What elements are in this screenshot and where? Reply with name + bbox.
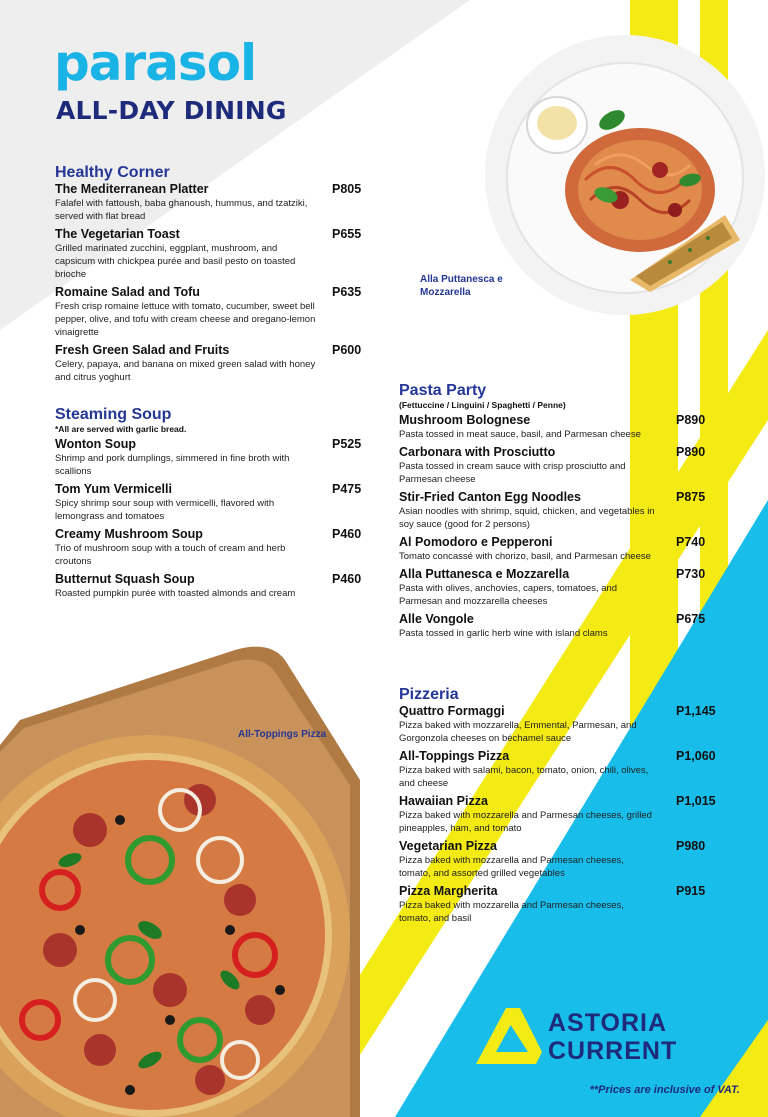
item-description: Pizza baked with mozzarella and Parmesan cheeses, tomato, and assorted grilled vegetables bbox=[399, 855, 624, 879]
item-name: Romaine Salad and Tofu bbox=[55, 285, 200, 299]
menu-item bbox=[55, 482, 375, 523]
menu-item bbox=[55, 227, 375, 281]
vat-note: **Prices are inclusive of VAT. bbox=[589, 1084, 740, 1096]
item-name: Alla Puttanesca e Mozzarella bbox=[399, 567, 570, 581]
item-price: P525 bbox=[332, 437, 362, 451]
menu-item bbox=[55, 285, 375, 339]
brand-wordmark: parasol bbox=[54, 34, 257, 92]
item-description: Pizza baked with salami, bacon, tomato, onion, chili, olives, and cheese bbox=[399, 765, 649, 789]
item-price: P600 bbox=[332, 343, 362, 357]
item-name: Quattro Formaggi bbox=[399, 704, 505, 718]
item-price: P915 bbox=[676, 884, 706, 898]
menu-item bbox=[399, 445, 729, 486]
item-description: Pizza baked with mozzarella and Parmesan cheeses, tomato, and basil bbox=[399, 900, 624, 924]
item-price: P475 bbox=[332, 482, 362, 496]
item-price: P1,060 bbox=[676, 749, 716, 763]
item-description: Trio of mushroom soup with a touch of cream and herb croutons bbox=[55, 543, 286, 567]
item-name: Wonton Soup bbox=[55, 437, 136, 451]
item-price: P655 bbox=[332, 227, 362, 241]
item-price: P675 bbox=[676, 612, 706, 626]
menu-item bbox=[399, 413, 729, 441]
item-name: The Vegetarian Toast bbox=[55, 227, 180, 241]
astoria-logo-icon bbox=[476, 1008, 542, 1064]
item-price: P635 bbox=[332, 285, 362, 299]
menu-item bbox=[55, 572, 375, 600]
pasta-plate-image bbox=[485, 35, 765, 315]
item-price: P1,015 bbox=[676, 794, 716, 808]
menu-item bbox=[399, 794, 729, 835]
item-name: Creamy Mushroom Soup bbox=[55, 527, 203, 541]
astoria-current-logo bbox=[476, 1008, 716, 1068]
menu-item bbox=[399, 704, 729, 745]
item-price: P460 bbox=[332, 527, 362, 541]
astoria-logo-line2: CURRENT bbox=[548, 1037, 678, 1065]
item-price: P980 bbox=[676, 839, 706, 853]
item-name: Al Pomodoro e Pepperoni bbox=[399, 535, 553, 549]
item-description: Shrimp and pork dumplings, simmered in fine broth with scallions bbox=[55, 453, 290, 477]
item-description: Pizza baked with mozzarella and Parmesan cheeses, grilled pineapples, ham, and tomato bbox=[399, 810, 652, 834]
menu-item bbox=[55, 182, 375, 223]
item-name: Hawaiian Pizza bbox=[399, 794, 488, 808]
item-name: Alle Vongole bbox=[399, 612, 474, 626]
item-price: P890 bbox=[676, 413, 706, 427]
section-pasta-party bbox=[399, 381, 729, 644]
item-name: Stir-Fried Canton Egg Noodles bbox=[399, 490, 581, 504]
item-name: The Mediterranean Platter bbox=[55, 182, 209, 196]
item-description: Grilled marinated zucchini, eggplant, mushroom, and capsicum with chickpea purée and basil pesto on toasted brioche bbox=[55, 243, 296, 280]
caption-pizza: All-Toppings Pizza bbox=[238, 729, 327, 740]
menu-item bbox=[399, 612, 729, 640]
item-description: Pizza baked with mozzarella, Emmental, Parmesan, and Gorgonzola cheeses on béchamel sauce bbox=[399, 720, 637, 744]
menu-item bbox=[399, 535, 729, 563]
menu-item bbox=[399, 884, 729, 925]
item-price: P1,145 bbox=[676, 704, 716, 718]
caption-puttanesca: Alla Puttanesca e Mozzarella bbox=[420, 274, 503, 298]
section-pizzeria bbox=[399, 685, 729, 929]
item-description: Tomato concassé with chorizo, basil, and Parmesan cheese bbox=[399, 551, 651, 562]
section-note: *All are served with garlic bread. bbox=[55, 424, 187, 434]
item-price: P730 bbox=[676, 567, 706, 581]
item-name: Butternut Squash Soup bbox=[55, 572, 195, 586]
item-description: Pasta tossed in meat sauce, basil, and Parmesan cheese bbox=[399, 429, 641, 440]
menu-item bbox=[399, 839, 729, 880]
menu-item bbox=[399, 749, 729, 790]
section-note: (Fettuccine / Linguini / Spaghetti / Penne) bbox=[399, 400, 566, 410]
menu-item bbox=[399, 567, 729, 608]
section-title: Healthy Corner bbox=[55, 164, 170, 181]
brand-subtitle: ALL-DAY DINING bbox=[56, 96, 287, 125]
item-description: Falafel with fattoush, baba ghanoush, hummus, and tzatziki, served with flat bread bbox=[55, 198, 308, 222]
item-description: Pasta tossed in garlic herb wine with island clams bbox=[399, 628, 608, 639]
item-price: P875 bbox=[676, 490, 706, 504]
item-name: Carbonara with Prosciutto bbox=[399, 445, 556, 459]
section-healthy-corner bbox=[55, 163, 375, 388]
item-description: Fresh crisp romaine lettuce with tomato, cucumber, sweet bell pepper, olive, and tofu with cream cheese and oregano-lemon vinaigrette bbox=[55, 301, 316, 338]
section-title: Pasta Party bbox=[399, 382, 487, 399]
item-name: Mushroom Bolognese bbox=[399, 413, 531, 427]
item-description: Pasta with olives, anchovies, capers, tomatoes, and Parmesan and mozzarella cheeses bbox=[399, 583, 618, 607]
item-name: Vegetarian Pizza bbox=[399, 839, 497, 853]
menu-item bbox=[399, 490, 729, 531]
item-description: Spicy shrimp sour soup with vermicelli, flavored with lemongrass and tomatoes bbox=[55, 498, 275, 522]
item-description: Asian noodles with shrimp, squid, chicken, and vegetables in soy sauce (good for 2 persons) bbox=[399, 506, 655, 530]
section-steaming-soup bbox=[55, 405, 375, 604]
menu-item bbox=[55, 437, 375, 478]
item-price: P805 bbox=[332, 182, 362, 196]
item-name: Tom Yum Vermicelli bbox=[55, 482, 172, 496]
item-description: Roasted pumpkin purée with toasted almonds and cream bbox=[55, 588, 296, 599]
item-name: All-Toppings Pizza bbox=[399, 749, 510, 763]
section-title: Steaming Soup bbox=[55, 406, 172, 423]
menu-item bbox=[55, 343, 375, 384]
section-title: Pizzeria bbox=[399, 686, 459, 703]
item-name: Fresh Green Salad and Fruits bbox=[55, 343, 230, 357]
item-price: P740 bbox=[676, 535, 706, 549]
astoria-logo-line1: ASTORIA bbox=[548, 1009, 668, 1037]
item-name: Pizza Margherita bbox=[399, 884, 498, 898]
item-description: Celery, papaya, and banana on mixed green salad with honey and citrus yoghurt bbox=[55, 359, 316, 383]
item-price: P890 bbox=[676, 445, 706, 459]
menu-item bbox=[55, 527, 375, 568]
pizza-board-image bbox=[0, 647, 360, 1117]
item-price: P460 bbox=[332, 572, 362, 586]
item-description: Pasta tossed in cream sauce with crisp prosciutto and Parmesan cheese bbox=[399, 461, 626, 485]
